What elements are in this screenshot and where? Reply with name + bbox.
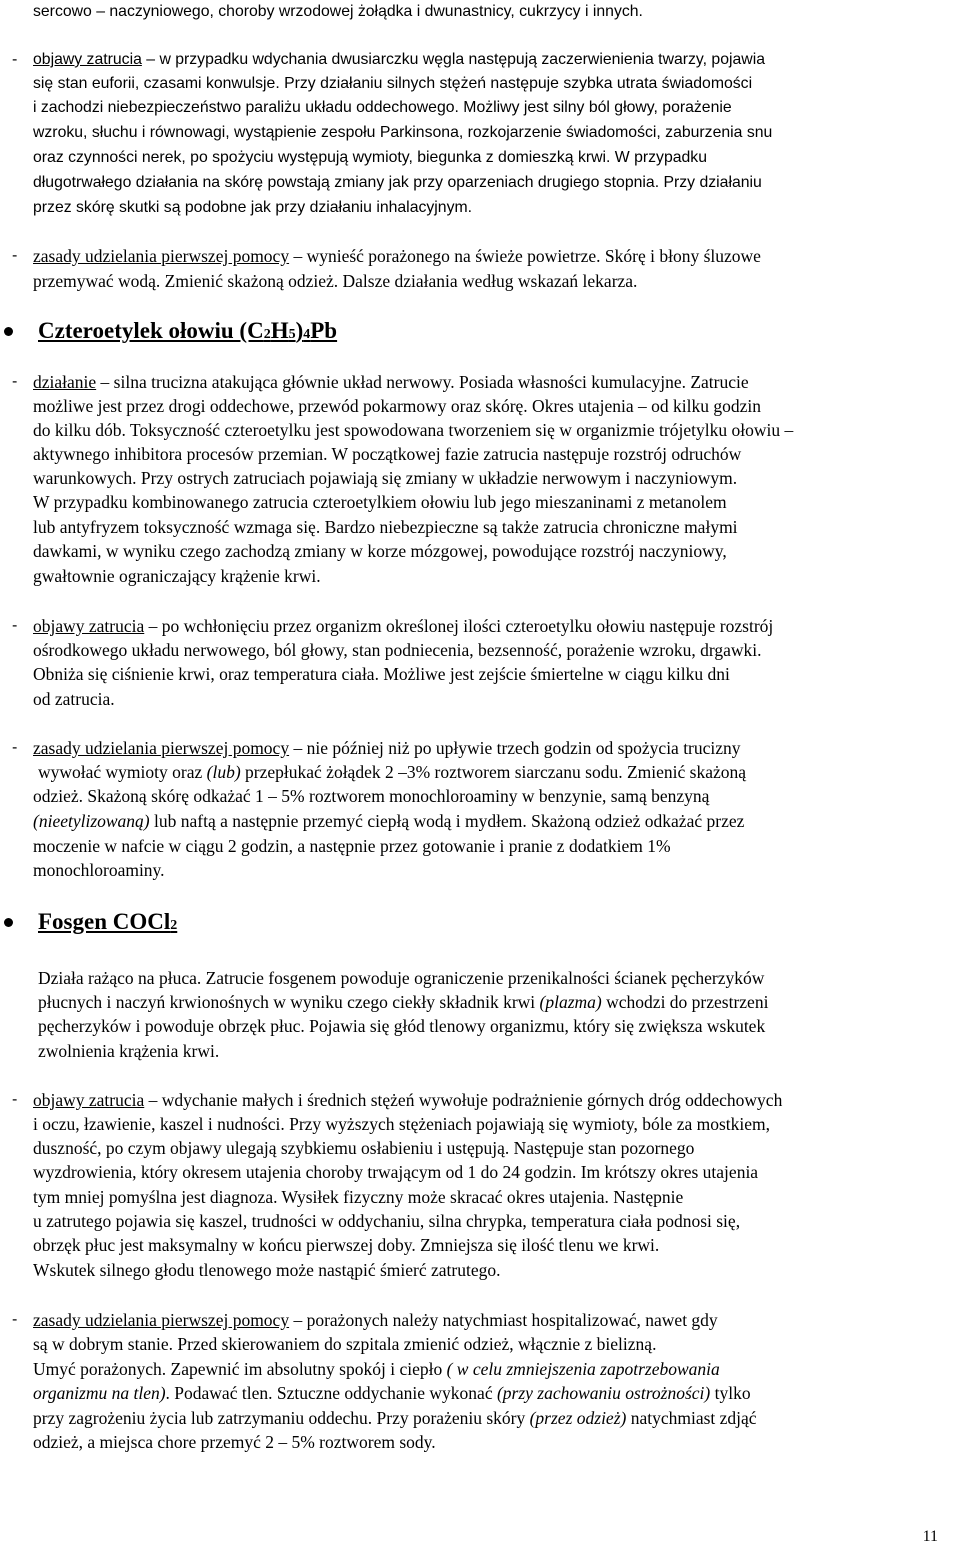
- text-line: płucnych i naczyń krwionośnych w wyniku czego ciekły składnik krwi (plazma) wchodzi do przestrzeni: [38, 992, 769, 1012]
- bullet-icon: [4, 918, 13, 927]
- first-aid-label: zasady udzielania pierwszej pomocy: [33, 246, 290, 266]
- text-line: (nieetylizowaną) lub naftą a następnie przemyć ciepłą wodą i mydłem. Skażoną odzież odkażać przez: [33, 811, 745, 831]
- symptoms-paragraph: objawy zatrucia – wdychanie małych i średnich stężeń wywołuje podrażnienie górnych dróg oddechowych i oczu, łzawienie, kaszel i nudności. Przy wyższych stężeniach pojawiają się wymioty, bóle za mostkiem, duszność, po czym objawy ulegają szybkiemu osłabieniu i ustępują. Następuje stan pozornego wyzdrowienia, który okresem utajenia choroby trwającym od 1 do 24 godzin. Im krótszy okres utajenia tym mniej pomyślna jest diagnoza. Wysiłek fizyczny może skracać okres utajenia. Następnie u zatrutego pojawia się kaszel, trudności w oddychaniu, silna chrypka, temperatura ciała podnosi się, obrzęk płuc jest maksymalny w końcu pierwszej doby. Zmniejsza się ilość tlenu we krwi. Wskutek silnego głodu tlenowego może nastąpić śmierć zatrutego.: [33, 1090, 783, 1280]
- text-line: organizmu na tlen). Podawać tlen. Sztuczne oddychanie wykonać (przy zachowaniu ostrożności) tylko: [33, 1383, 751, 1403]
- action-paragraph: działanie – silna trucizna atakująca głównie układ nerwowy. Posiada własności kumulacyjne. Zatrucie możliwe jest przez drogi oddechowe, przewód pokarmowy oraz skórę. Okres utajenia – od kilku godzin do kilku dób. Toksyczność czteroetylku jest spowodowana tworzeniem się w organizmie trójetylku ołowiu – aktywnego inhibitora procesów przemian. W początkowej fazie zatrucia następuje rozstrój odruchów warunkowych. Przy ostrych zatruciach pojawiają się zmiany w układzie nerwowym i naczyniowym. W przypadku kombinowanego zatrucia czteroetylkiem ołowiu lub jego mieszaninami z metanolem lub antyfryzem toksyczność wzmaga się. Bardzo niebezpieczne są także zatrucia chroniczne małymi dawkami, w wyniku czego zachodzą zmiany w korze mózgowej, powodujące rozstrój naczyniowy, gwałtownie ograniczający krążenie krwi.: [33, 372, 794, 586]
- list-dash: -: [12, 51, 18, 68]
- symptoms-label: objawy zatrucia: [33, 51, 142, 68]
- section-heading-tetraethyl-lead: Czteroetylek ołowiu (C2H5)4Pb: [38, 318, 338, 343]
- text-line: tym mniej pomyślna jest diagnoza. Wysiłek fizyczny może skracać okres utajenia. Następnie: [33, 1187, 684, 1207]
- text-line: moczenie w nafcie w ciągu 2 godzin, a następnie przez gotowanie i pranie z dodatkiem 1%: [33, 836, 671, 856]
- page-number: 11: [922, 1528, 938, 1545]
- text-line: aktywnego inhibitora procesów przemian. W początkowej fazie zatrucia następuje rozstrój odruchów: [33, 444, 742, 464]
- text-line: od zatrucia.: [33, 689, 115, 709]
- text-line: długotrwałego działania na skórę powstają zmiany jak przy oparzeniach drugiego stopnia. Przy działaniu: [33, 174, 762, 191]
- text-line: monochloroaminy.: [33, 860, 165, 880]
- list-dash: -: [12, 617, 18, 634]
- text-line: Umyć porażonych. Zapewnić im absolutny spokój i ciepło ( w celu zmniejszenia zapotrzebowania: [33, 1359, 720, 1379]
- text-line: odzież. Skażoną skórę odkażać 1 – 5% roztworem monochloroaminy w benzynie, samą benzyną: [33, 786, 710, 806]
- section-heading-phosgene: Fosgen COCl2: [38, 909, 178, 934]
- list-dash: -: [12, 373, 18, 390]
- bullet-icon: [4, 327, 13, 336]
- text-line: gwałtownie ograniczający krążenie krwi.: [33, 566, 321, 586]
- text-line: lub antyfryzem toksyczność wzmaga się. Bardzo niebezpieczne są także zatrucia chroniczne małymi: [33, 517, 738, 537]
- first-aid-paragraph: zasady udzielania pierwszej pomocy – porażonych należy natychmiast hospitalizować, nawet gdy są w dobrym stanie. Przed skierowaniem do szpitala zmienić odzież, włącznie z bielizną. Umyć porażonych. Zapewnić im absolutny spokój i ciepło ( w celu zmniejszenia zapotrzebowania organizmu na tlen). Podawać tlen. Sztuczne oddychanie wykonać (przy zachowaniu ostrożności) tylko przy zagrożeniu życia lub zatrzymaniu oddechu. Przy porażeniu skóry (przez odzież) natychmiast zdjąć odzież, a miejsca chore przemyć 2 – 5% roztworem sody.: [33, 1310, 757, 1452]
- text-line: wyzdrowienia, który okresem utajenia choroby trwającym od 1 do 24 godzin. Im krótszy okres utajenia: [33, 1162, 759, 1182]
- text-line: pęcherzyków i powoduje obrzęk płuc. Pojawia się głód tlenowy organizmu, który się zwiększa wskutek: [38, 1016, 766, 1036]
- text-line: możliwe jest przez drogi oddechowe, przewód pokarmowy oraz skórę. Okres utajenia – od kilku godzin: [33, 396, 761, 416]
- text-line: i oczu, łzawienie, kaszel i nudności. Przy wyższych stężeniach pojawiają się wymioty, bóle za mostkiem,: [33, 1114, 771, 1134]
- symptoms-label: objawy zatrucia: [33, 616, 145, 636]
- list-dash: -: [12, 247, 18, 264]
- text-line: Działa rażąco na płuca. Zatrucie fosgenem powoduje ograniczenie przenikalności ścianek pęcherzyków: [38, 968, 765, 988]
- text-line: warunkowych. Przy ostrych zatruciach pojawiają się zmiany w układzie nerwowym i naczyniowym.: [33, 468, 738, 488]
- symptoms-paragraph: objawy zatrucia – po wchłonięciu przez organizm określonej ilości czteroetylku ołowiu następuje rozstrój ośrodkowego układu nerwowego, ból głowy, stan podniecenia, bezsenność, porażenie wzroku, drgawki. Obniża się ciśnienie krwi, oraz temperatura ciała. Możliwe jest zejście śmiertelne w ciągu kilku dni od zatrucia.: [33, 616, 774, 709]
- text-line: są w dobrym stanie. Przed skierowaniem do szpitala zmienić odzież, włącznie z bielizną.: [33, 1334, 657, 1354]
- text-line: i zachodzi niebezpieczeństwo paraliżu układu oddechowego. Możliwy jest silny ból głowy, porażenie: [33, 99, 732, 116]
- list-dash: -: [12, 1311, 18, 1328]
- list-dash: -: [12, 739, 18, 756]
- text-line: przez skórę skutki są podobne jak przy działaniu inhalacyjnym.: [33, 199, 473, 216]
- first-aid-label: zasady udzielania pierwszej pomocy: [33, 738, 290, 758]
- text-line: Wskutek silnego głodu tlenowego może nastąpić śmierć zatrutego.: [33, 1260, 501, 1280]
- text-line: wzroku, słuchu i równowagi, wystąpienie zespołu Parkinsona, rozkojarzenie świadomości, zaburzenia snu: [33, 124, 773, 141]
- text-line: przy zagrożeniu życia lub zatrzymaniu oddechu. Przy porażeniu skóry (przez odzież) natychmiast zdjąć: [33, 1408, 757, 1428]
- first-aid-paragraph: zasady udzielania pierwszej pomocy – wynieść porażonego na świeże powietrze. Skórę i błony śluzowe przemywać wodą. Zmienić skażoną odzież. Dalsze działania według wskazań lekarza.: [33, 246, 761, 291]
- text-line: duszność, po czym objawy ulegają szybkiemu osłabieniu i ustępują. Następuje stan pozornego: [33, 1138, 695, 1158]
- text-line: do kilku dób. Toksyczność czteroetylku jest spowodowana tworzeniem się w organizmie trójetylku ołowiu –: [33, 420, 794, 440]
- first-aid-label: zasady udzielania pierwszej pomocy: [33, 1310, 290, 1330]
- text-line: odzież, a miejsca chore przemyć 2 – 5% roztworem sody.: [33, 1432, 436, 1452]
- text-line: sercowo – naczyniowego, choroby wrzodowej żołądka i dwunastnicy, cukrzycy i innych.: [33, 3, 643, 20]
- text-line: Obniża się ciśnienie krwi, oraz temperatura ciała. Możliwe jest zejście śmiertelne w ciągu kilku dni: [33, 664, 730, 684]
- text-line: u zatrutego pojawia się kaszel, trudności w oddychaniu, silna chrypka, temperatura ciała podnosi się,: [33, 1211, 741, 1231]
- text-line: W przypadku kombinowanego zatrucia czteroetylkiem ołowiu lub jego mieszaninami z metanolem: [33, 492, 727, 512]
- text-line: zwolnienia krążenia krwi.: [38, 1041, 220, 1061]
- text-line: wywołać wymioty oraz (lub) przepłukać żołądek 2 –3% roztworem siarczanu sodu. Zmienić skażoną: [38, 762, 747, 782]
- action-label: działanie: [33, 372, 97, 392]
- phosgene-intro-paragraph: [38, 966, 958, 1066]
- text-line: ośrodkowego układu nerwowego, ból głowy, stan podniecenia, bezsenność, porażenie wzroku, drgawki.: [33, 640, 762, 660]
- symptoms-label: objawy zatrucia: [33, 1090, 145, 1110]
- text-line: dawkami, w wyniku czego zachodzą zmiany w korze mózgowej, powodujące rozstrój naczyniowy,: [33, 541, 727, 561]
- symptoms-paragraph: objawy zatrucia – w przypadku wdychania dwusiarczku węgla następują zaczerwienienia twarzy, pojawia się stan euforii, czasami konwulsje. Przy działaniu silnych stężeń następuje szybka utrata świadomości i zachodzi niebezpieczeństwo paraliżu układu oddechowego. Możliwy jest silny ból głowy, porażenie wzroku, słuchu i równowagi, wystąpienie zespołu Parkinsona, rozkojarzenie świadomości, zaburzenia snu oraz czynności nerek, po spożyciu występują wymioty, biegunka z domieszką krwi. W przypadku długotrwałego działania na skórę powstają zmiany jak przy oparzeniach drugiego stopnia. Przy działaniu przez skórę skutki są podobne jak przy działaniu inhalacyjnym.: [33, 48, 958, 218]
- previous-section-tail: [33, 0, 953, 40]
- text-line: się stan euforii, czasami konwulsje. Przy działaniu silnych stężeń następuje szybka utrata świadomości: [33, 75, 753, 92]
- text-line: obrzęk płuc jest maksymalny w końcu pierwszej doby. Zmniejsza się ilość tlenu we krwi.: [33, 1235, 660, 1255]
- text-line: przemywać wodą. Zmienić skażoną odzież. Dalsze działania według wskazań lekarza.: [33, 271, 638, 291]
- text-line: oraz czynności nerek, po spożyciu występują wymioty, biegunka z domieszką krwi. W przypadku: [33, 149, 707, 166]
- list-dash: -: [12, 1091, 18, 1108]
- first-aid-paragraph: zasady udzielania pierwszej pomocy – nie później niż po upływie trzech godzin od spożycia trucizny wywołać wymioty oraz (lub) przepłukać żołądek 2 –3% roztworem siarczanu sodu. Zmienić skażoną odzież. Skażoną skórę odkażać 1 – 5% roztworem monochloroaminy w benzynie, samą benzyną (nieetylizowaną) lub naftą a następnie przemyć ciepłą wodą i mydłem. Skażoną odzież odkażać przez moczenie w nafcie w ciągu 2 godzin, a następnie przez gotowanie i pranie z dodatkiem 1% monochloroaminy.: [33, 738, 747, 880]
